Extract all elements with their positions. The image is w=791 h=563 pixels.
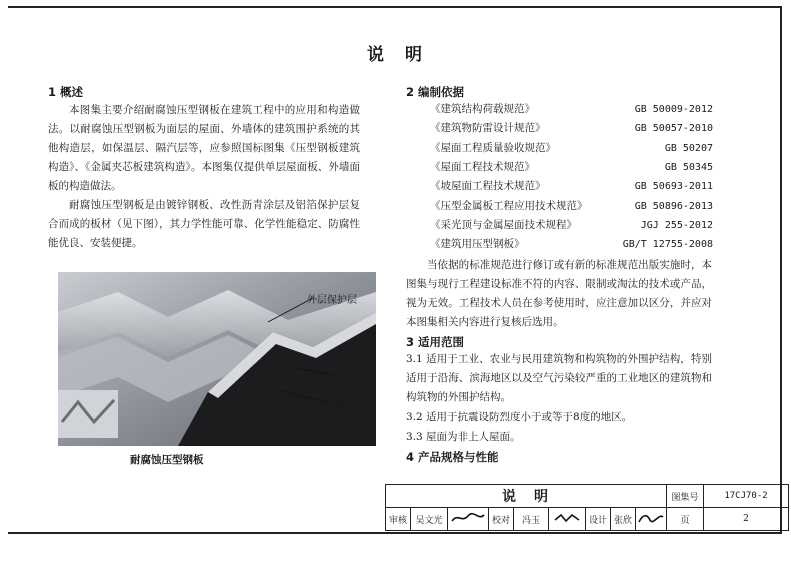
design-label: 设计 — [586, 508, 611, 531]
standard-name: 《屋面工程质量验收规范》 — [430, 141, 556, 154]
design-signature — [636, 508, 667, 531]
standard-code: GB 50896-2013 — [634, 200, 713, 212]
standard-code: GB 50693-2011 — [634, 181, 713, 193]
section-3-item-1: 3.1 适用于工业、农业与民用建筑物和构筑物的外围护结构，特别适用于沿海、滨海地区以及空气污染较严重的工业地区的建筑物和构筑物的外围护结构。 — [406, 353, 712, 403]
standard-code: GB 50207 — [664, 142, 713, 154]
section-3-item-3: 3.3 屋面为非上人屋面。 — [406, 431, 521, 443]
label-outer-layer: 外层保护层 — [307, 295, 357, 306]
standard-row — [408, 197, 713, 216]
standard-code: GB 50345 — [664, 161, 713, 173]
page-number: 2 — [704, 508, 789, 531]
section-2-heading: 2 编制依据 — [406, 85, 465, 99]
section-4-heading: 4 产品规格与性能 — [406, 450, 499, 464]
page-title: 说 明 — [367, 45, 424, 65]
standard-name: 《屋面工程技术规范》 — [430, 160, 535, 173]
page-label: 页 — [667, 508, 704, 531]
design-name: 张欣 — [611, 508, 636, 531]
standard-name: 《坡屋面工程技术规范》 — [430, 180, 546, 193]
standards-note: 当依据的标准规范进行修订或有新的标准规范出版实施时，本图集与现行工程建设标准不符的内容、限制或淘汰的技术或产品，视为无效。工程技术人员在参考使用时，应注意加以区分，并应对本图集相关内容进行复核后选用。 — [406, 259, 712, 328]
section-1-paragraph-1: 本图集主要介绍耐腐蚀压型钢板在建筑工程中的应用和构造做法。以耐腐蚀压型钢板为面层的屋面、外墙体的建筑围护系统的其他构造层，如保温层、隔汽层等，应参照国标图集《压型钢板建筑构造》、《金属夹芯板建筑构造》。本图集仅提供单层屋面板、外墙面板的构造做法。 — [48, 104, 360, 192]
check-signature — [549, 508, 586, 531]
figure-caption: 耐腐蚀压型钢板 — [130, 454, 204, 466]
review-name: 吴文光 — [411, 508, 448, 531]
standard-code: GB 50057-2010 — [634, 123, 713, 135]
standard-code: JGJ 255-2012 — [640, 219, 713, 231]
standard-row — [408, 177, 713, 196]
review-signature — [448, 508, 489, 531]
section-1-paragraph-2: 耐腐蚀压型钢板是由镀锌钢板、改性沥青涂层及铝箔保护层复合而成的板材（见下图），其力学性能可靠、化学性能稳定、防腐性能优良、安装便捷。 — [48, 199, 360, 249]
standard-row — [408, 235, 713, 254]
atlas-number-label: 图集号 — [667, 485, 704, 508]
standard-code: GB/T 12755-2008 — [622, 239, 713, 251]
signature-icon — [552, 511, 582, 525]
section-1-heading: 1 概述 — [48, 85, 84, 99]
standard-row — [408, 100, 713, 119]
section-3-heading: 3 适用范围 — [406, 335, 465, 349]
standard-name: 《建筑物防雷设计规范》 — [430, 122, 546, 135]
review-label: 审核 — [386, 508, 411, 531]
standard-name: 《采光顶与金属屋面技术规程》 — [430, 218, 577, 231]
check-name: 冯玉 — [514, 508, 549, 531]
titleblock-name: 说 明 — [386, 485, 667, 508]
title-block — [385, 484, 789, 531]
check-label: 校对 — [489, 508, 514, 531]
signature-icon — [450, 511, 486, 525]
standard-row — [408, 216, 713, 235]
standard-code: GB 50009-2012 — [634, 104, 713, 115]
section-3-item-2: 3.2 适用于抗震设防烈度小于或等于8度的地区。 — [406, 411, 633, 423]
standard-row — [408, 158, 713, 177]
label-coating: 涂层 — [340, 373, 360, 384]
standard-row — [408, 119, 713, 138]
standard-name: 《压型金属板工程应用技术规范》 — [430, 199, 588, 212]
standard-name: 《建筑结构荷载规范》 — [430, 103, 535, 115]
standard-row — [408, 139, 713, 158]
atlas-number: 17CJ70-2 — [704, 485, 789, 508]
standard-name: 《建筑用压型钢板》 — [430, 238, 525, 251]
signature-icon — [637, 511, 665, 525]
label-base-sheet: 基层板 — [334, 401, 364, 412]
